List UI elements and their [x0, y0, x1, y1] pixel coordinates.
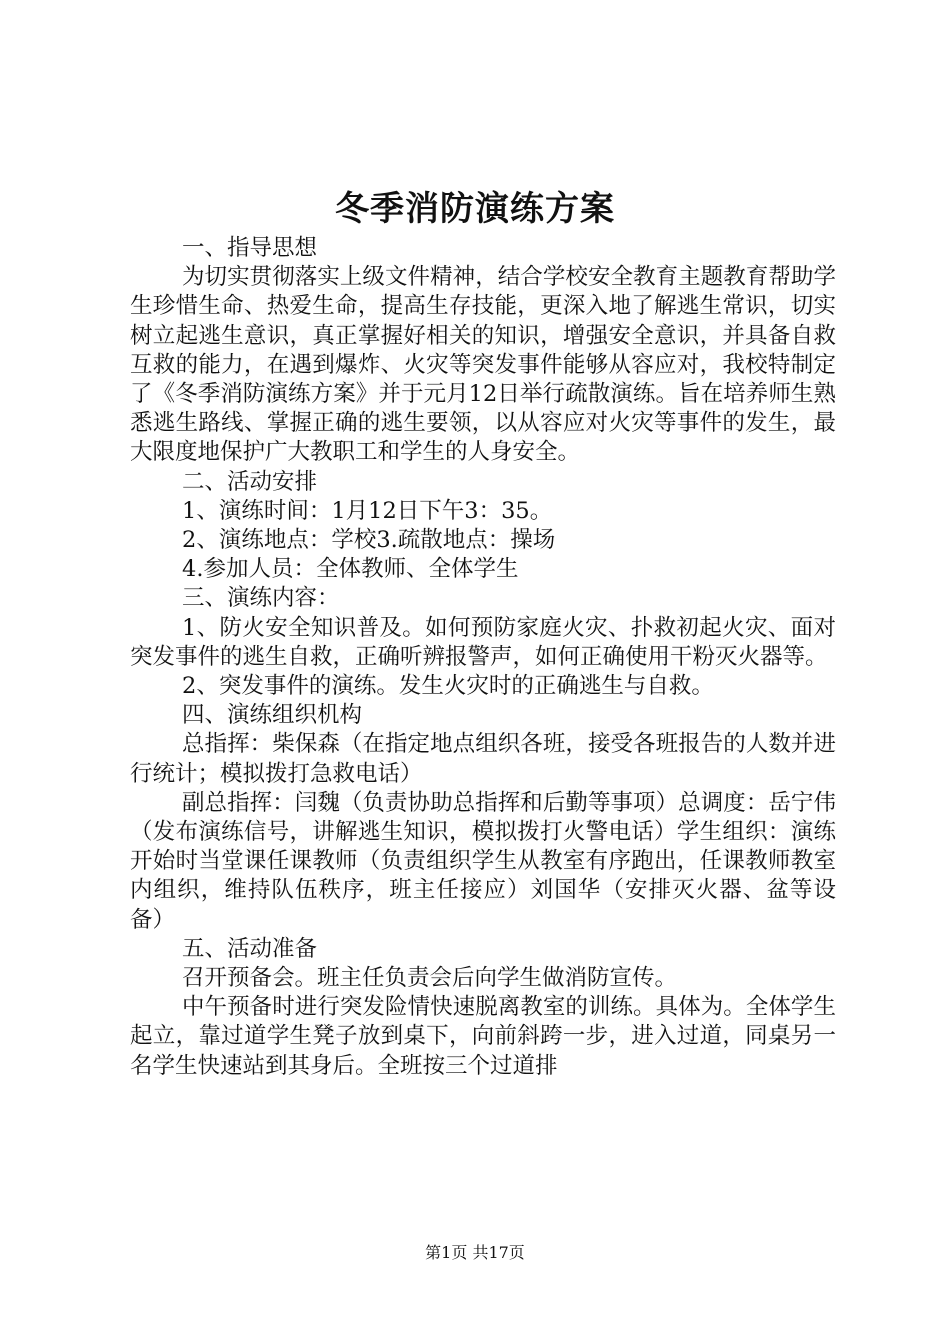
paragraph: 2、突发事件的演练。发生火灾时的正确逃生与自救。: [182, 673, 714, 700]
paragraph: 1、演练时间：1月12日下午3：35。: [182, 497, 553, 524]
paragraph: 召开预备会。班主任负责会后向学生做消防宣传。: [182, 965, 678, 992]
paragraph: 五、活动准备: [182, 935, 318, 962]
page-footer: 第1页 共17页: [425, 1243, 525, 1262]
paragraph: 2、演练地点：学校3.疏散地点：操场: [182, 527, 556, 554]
document-body: [130, 234, 836, 1081]
paragraph: 副总指挥：闫魏（负责协助总指挥和后勤等事项）总调度：岳宁伟（发布演练信号，讲解逃生知识，模拟拨打火警电话）学生组织：演练开始时当堂课任课教师（负责组织学生从教室有序跑出，任课教师教室内组织，维持队伍秩序，班主任接应）刘国华（安排灭火器、盆等设备）: [130, 789, 836, 933]
paragraph: 为切实贯彻落实上级文件精神，结合学校安全教育主题教育帮助学生珍惜生命、热爱生命，提高生存技能，更深入地了解逃生常识，切实树立起逃生意识，真正掌握好相关的知识，增强安全意识，并具备自救互救的能力，在遇到爆炸、火灾等突发事件能够从容应对，我校特制定了《冬季消防演练方案》并于元月12日举行疏散演练。旨在培养师生熟悉逃生路线、掌握正确的逃生要领，以从容应对火灾等事件的发生，最大限度地保护广大教职工和学生的人身安全。: [130, 264, 836, 466]
page-title: 冬季消防演练方案: [335, 189, 615, 229]
paragraph: 4.参加人员：全体教师、全体学生: [182, 556, 519, 583]
paragraph: 1、防火安全知识普及。如何预防家庭火灾、扑救初起火灾、面对突发事件的逃生自救，正确听辨报警声，如何正确使用干粉灭火器等。: [130, 614, 836, 670]
paragraph: 一、指导思想: [182, 235, 318, 261]
paragraph: 四、演练组织机构: [182, 702, 363, 729]
paragraph: 三、演练内容：: [182, 585, 340, 612]
paragraph: 总指挥：柴保森（在指定地点组织各班，接受各班报告的人数并进行统计；模拟拨打急救电话）: [130, 731, 836, 787]
paragraph: 二、活动安排: [182, 468, 318, 495]
paragraph: 中午预备时进行突发险情快速脱离教室的训练。具体为。全体学生起立，靠过道学生凳子放到桌下，向前斜跨一步，进入过道，同桌另一名学生快速站到其身后。全班按三个过道排: [130, 994, 836, 1079]
